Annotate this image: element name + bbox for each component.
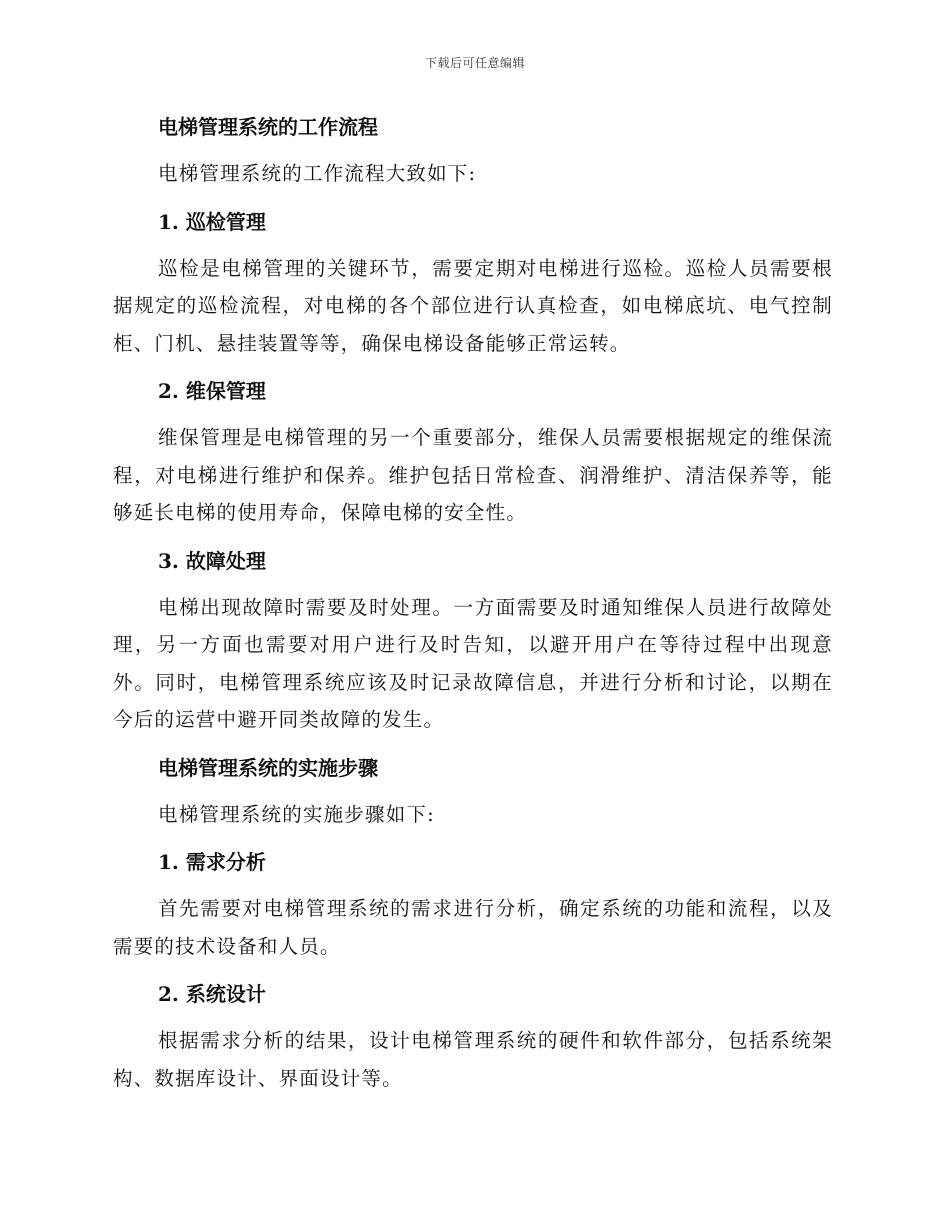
section-heading-implementation: 电梯管理系统的实施步骤: [158, 755, 378, 780]
paragraph-workflow-intro: 电梯管理系统的工作流程大致如下:: [158, 162, 477, 185]
page-header-note: 下载后可任意编辑: [424, 56, 525, 70]
subheading-inspection: 1. 巡检管理: [158, 209, 266, 234]
subheading-design: 2. 系统设计: [158, 982, 266, 1006]
document-body: [113, 108, 833, 1097]
paragraph-fault: 电梯出现故障时需要及时处理。一方面需要及时通知维保人员进行故障处理，另一方面也需要对用户进行及时告知，以避开用户在等待过程中出现意外。同时，电梯管理系统应该及时记录故障信息，并进行分析和讨论，以期在今后的运营中避开同类故障的发生。: [113, 595, 833, 731]
paragraph-implementation-intro: 电梯管理系统的实施步骤如下:: [158, 802, 435, 826]
subheading-fault: 3. 故障处理: [158, 548, 266, 573]
paragraph-requirements: 首先需要对电梯管理系统的需求进行分析，确定系统的功能和流程，以及需要的技术设备和人员。: [113, 897, 833, 958]
section-heading-workflow: 电梯管理系统的工作流程: [158, 115, 378, 139]
subheading-maintenance: 2. 维保管理: [158, 379, 266, 403]
paragraph-inspection: 巡检是电梯管理的关键环节，需要定期对电梯进行巡检。巡检人员需要根据规定的巡检流程，对电梯的各个部位进行认真检查，如电梯底坑、电气控制柜、门机、悬挂装置等等，确保电梯设备能够正常运转。: [113, 256, 833, 355]
paragraph-design: 根据需求分析的结果，设计电梯管理系统的硬件和软件部分，包括系统架构、数据库设计、界面设计等。: [113, 1029, 833, 1090]
subheading-requirements: 1. 需求分析: [158, 850, 266, 874]
paragraph-maintenance: 维保管理是电梯管理的另一个重要部分，维保人员需要根据规定的维保流程，对电梯进行维护和保养。维护包括日常检查、润滑维护、清洁保养等，能够延长电梯的使用寿命，保障电梯的安全性。: [113, 426, 833, 524]
